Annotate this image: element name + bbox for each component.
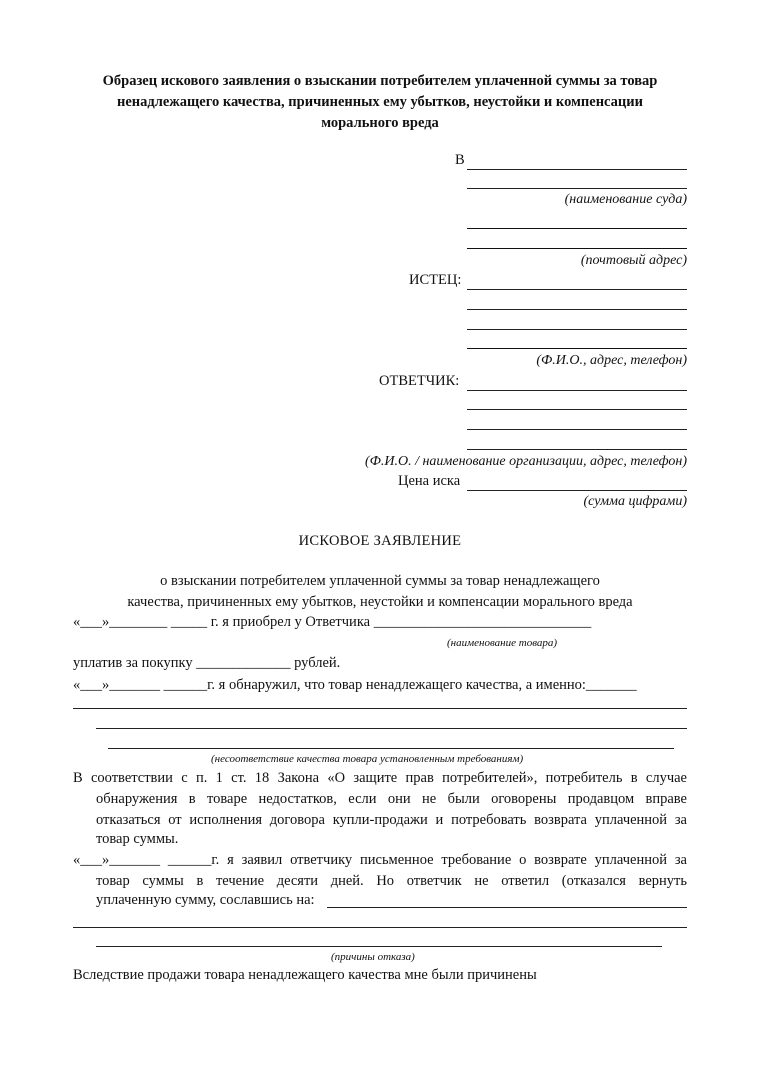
address-field-2[interactable] (467, 248, 687, 249)
consequence-line: Вследствие продажи товара ненадлежащего качества мне были причинены (73, 967, 537, 983)
law-line-1: В соответствии с п. 1 ст. 18 Закона «О защите прав потребителей», потребитель в случае (73, 770, 687, 786)
plaintiff-label: ИСТЕЦ: (409, 272, 462, 288)
refusal-field-3[interactable] (96, 946, 662, 947)
court-name-field-2[interactable] (467, 188, 687, 189)
defendant-field-2[interactable] (467, 409, 687, 410)
court-prefix: В (455, 152, 465, 168)
refusal-field-2[interactable] (73, 927, 687, 928)
plaintiff-field-4[interactable] (467, 348, 687, 349)
subject-line-1: о взыскании потребителем уплаченной суммы за товар ненадлежащего (160, 573, 600, 589)
refusal-field-1[interactable] (327, 907, 687, 908)
refusal-caption: (причины отказа) (331, 951, 415, 963)
found-line: «___»_______ ______г. я обнаружил, что товар ненадлежащего качества, а именно:_______ (73, 677, 637, 693)
law-line-3: отказаться от исполнения договора купли-продажи и потребовать возврата уплаченной за (96, 812, 687, 828)
defect-field-3[interactable] (108, 748, 674, 749)
defect-field-1[interactable] (73, 708, 687, 709)
defendant-label: ОТВЕТЧИК: (379, 373, 460, 389)
court-caption: (наименование суда) (564, 192, 687, 207)
claim-line-1: «___»_______ ______г. я заявил ответчику письменное требование о возврате уплаченной за (73, 852, 687, 868)
document-title-line-1: Образец искового заявления о взыскании потребителем уплаченной суммы за товар (102, 73, 658, 89)
price-label: Цена иска (398, 473, 461, 489)
goods-caption: (наименование товара) (447, 637, 558, 649)
claim-line-3: уплаченную сумму, сославшись на: (96, 892, 315, 908)
document-title-line-2: ненадлежащего качества, причиненных ему убытков, неустойки и компенсации (116, 94, 643, 110)
defendant-field-4[interactable] (467, 449, 687, 450)
price-field[interactable] (467, 490, 687, 491)
document-heading: ИСКОВОЕ ЗАЯВЛЕНИЕ (298, 533, 462, 549)
defect-caption: (несоответствие качества товара установленным требованиям) (211, 753, 524, 765)
document-title-line-3: морального вреда (321, 115, 439, 131)
defect-field-2[interactable] (96, 728, 687, 729)
plaintiff-field-3[interactable] (467, 329, 687, 330)
defendant-caption: (Ф.И.О. / наименование организации, адрес, телефон) (364, 454, 687, 469)
price-caption: (сумма цифрами) (583, 494, 687, 509)
plaintiff-field-2[interactable] (467, 309, 687, 310)
claim-line-2: товар суммы в течение десяти дней. Но ответчик не ответил (отказался вернуть (96, 873, 687, 889)
law-line-4: товар суммы. (96, 831, 179, 847)
plaintiff-field-1[interactable] (467, 289, 687, 290)
subject-line-2: качества, причиненных ему убытков, неустойки и компенсации морального вреда (127, 594, 633, 610)
address-field-1[interactable] (467, 228, 687, 229)
address-caption: (почтовый адрес) (580, 253, 687, 268)
paid-line: уплатив за покупку _____________ рублей. (73, 655, 341, 671)
law-line-2: обнаружения в товаре недостатков, если они не были оговорены продавцом вправе (96, 791, 687, 807)
defendant-field-1[interactable] (467, 390, 687, 391)
purchase-line: «___»________ _____ г. я приобрел у Ответчика ______________________________ (73, 614, 592, 630)
court-name-field[interactable] (467, 169, 687, 170)
plaintiff-caption: (Ф.И.О., адрес, телефон) (536, 353, 687, 368)
defendant-field-3[interactable] (467, 429, 687, 430)
